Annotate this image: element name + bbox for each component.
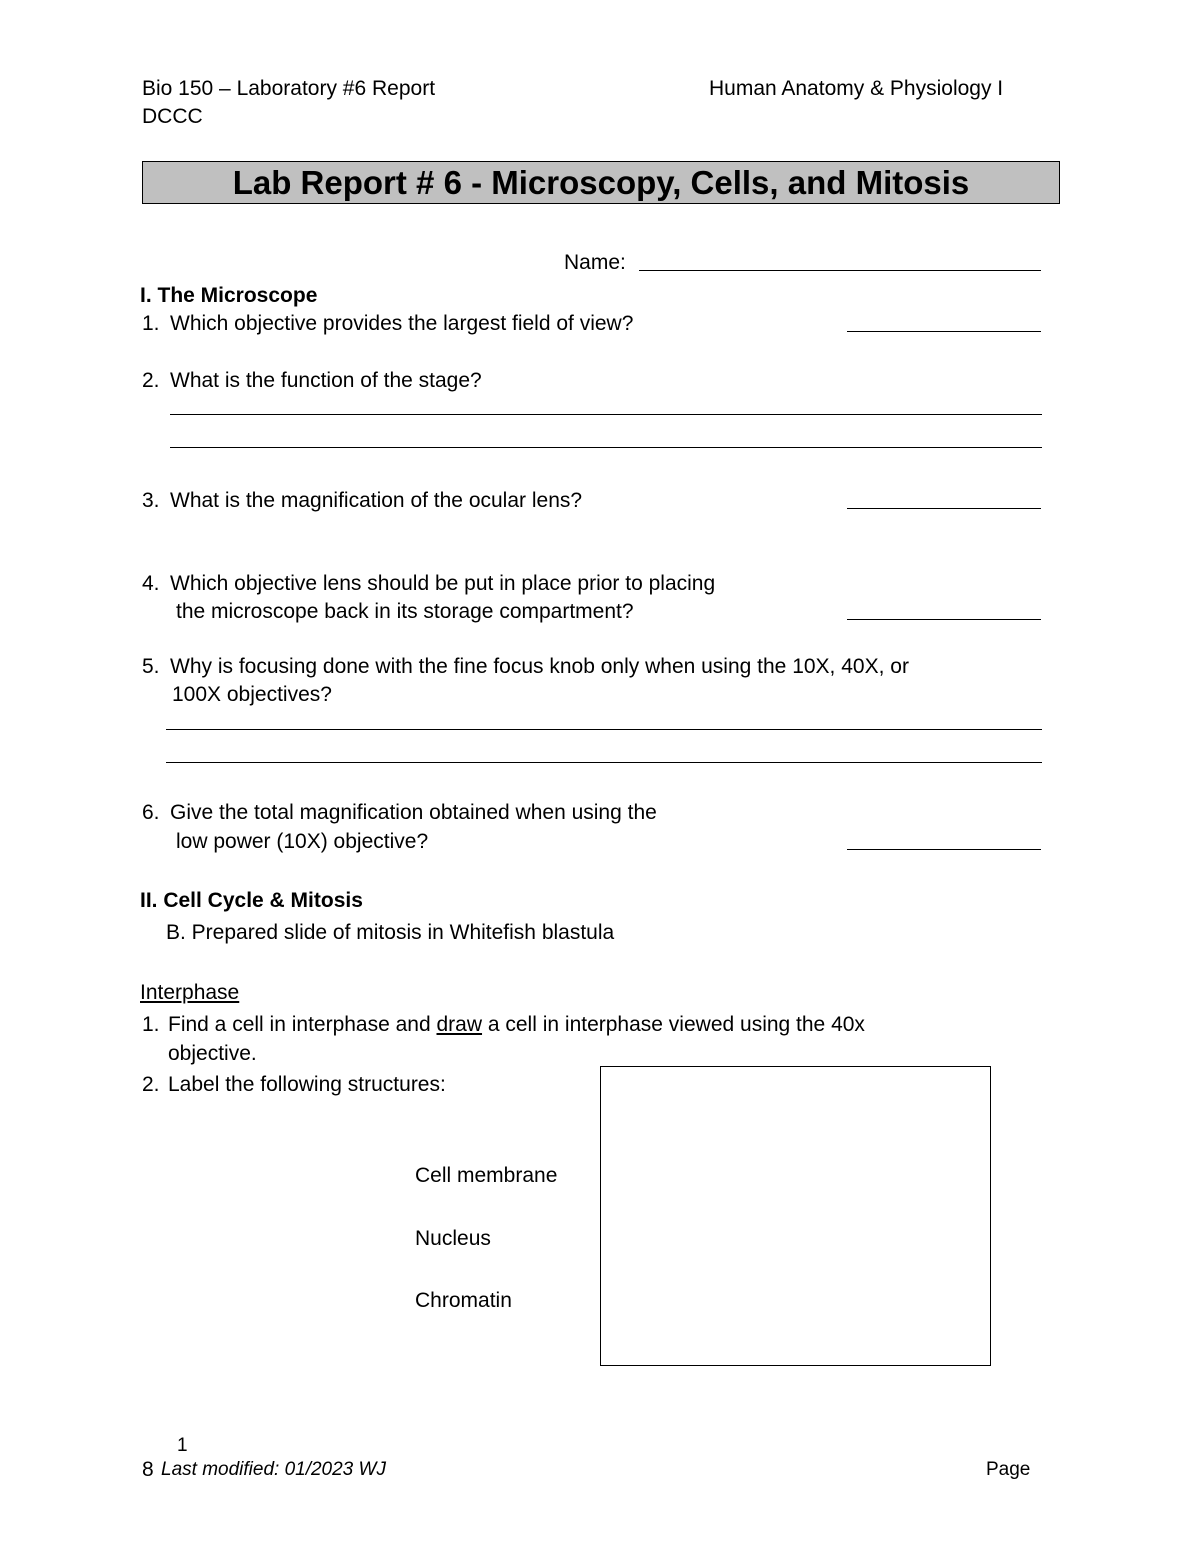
question-text: Give the total magnification obtained when using the (170, 801, 657, 824)
question-text: What is the function of the stage? (170, 369, 482, 392)
subject-header: Human Anatomy & Physiology I (709, 77, 1004, 100)
item-text-continued: objective. (168, 1042, 257, 1065)
item-number: 1. (142, 1013, 160, 1036)
course-header: Bio 150 – Laboratory #6 Report (142, 77, 436, 100)
footer-page-label: Page (986, 1459, 1031, 1480)
item-text-end: a cell in interphase viewed using the 40x (482, 1013, 865, 1036)
question-text-continued: low power (10X) objective? (176, 830, 429, 853)
structure-label-cell-membrane: Cell membrane (415, 1164, 558, 1187)
answer-line-q2b[interactable] (170, 447, 1042, 448)
item-text-emphasis: draw (436, 1013, 483, 1036)
structure-label-nucleus: Nucleus (415, 1227, 491, 1250)
question-text-continued: 100X objectives? (172, 683, 332, 706)
question-number: 6. (142, 801, 160, 824)
structure-label-chromatin: Chromatin (415, 1289, 512, 1312)
name-label: Name: (564, 251, 626, 274)
question-number: 4. (142, 572, 160, 595)
school-header: DCCC (142, 105, 203, 128)
answer-line-q4[interactable] (847, 619, 1041, 620)
item-text (168, 1014, 865, 1035)
answer-line-q2a[interactable] (170, 414, 1042, 415)
question-text: Why is focusing done with the fine focus knob only when using the 10X, 40X, or (170, 655, 909, 678)
question-text-continued: the microscope back in its storage compartment? (176, 600, 634, 623)
footer-modified: Last modified: 01/2023 WJ (161, 1459, 386, 1480)
answer-line-q5b[interactable] (166, 762, 1042, 763)
footer-page-number: 1 (177, 1435, 188, 1456)
question-number: 3. (142, 489, 160, 512)
title-box (142, 161, 1060, 204)
answer-line-q3[interactable] (847, 508, 1041, 509)
item-text: Label the following structures: (168, 1073, 446, 1096)
question-number: 5. (142, 655, 160, 678)
question-number: 1. (142, 312, 160, 335)
answer-line-q1[interactable] (847, 331, 1041, 332)
section-heading-microscope: I. The Microscope (140, 284, 318, 307)
question-text: Which objective lens should be put in place prior to placing (170, 572, 716, 595)
question-number: 2. (142, 369, 160, 392)
drawing-box[interactable] (600, 1066, 991, 1366)
item-number: 2. (142, 1073, 160, 1096)
item-text-start: Find a cell in interphase and (168, 1013, 437, 1036)
question-text: What is the magnification of the ocular lens? (170, 489, 583, 512)
interphase-heading: Interphase (140, 981, 240, 1004)
section-heading-mitosis: II. Cell Cycle & Mitosis (140, 889, 363, 912)
name-answer-line[interactable] (639, 270, 1041, 271)
answer-line-q6[interactable] (847, 849, 1041, 850)
answer-line-q5a[interactable] (166, 729, 1042, 730)
question-text: Which objective provides the largest field of view? (170, 312, 634, 335)
page-title: Lab Report # 6 - Microscopy, Cells, and Mitosis (232, 164, 970, 201)
footer-page-prefix: 8 (142, 1458, 154, 1481)
section-subheading: B. Prepared slide of mitosis in Whitefish blastula (166, 921, 615, 944)
